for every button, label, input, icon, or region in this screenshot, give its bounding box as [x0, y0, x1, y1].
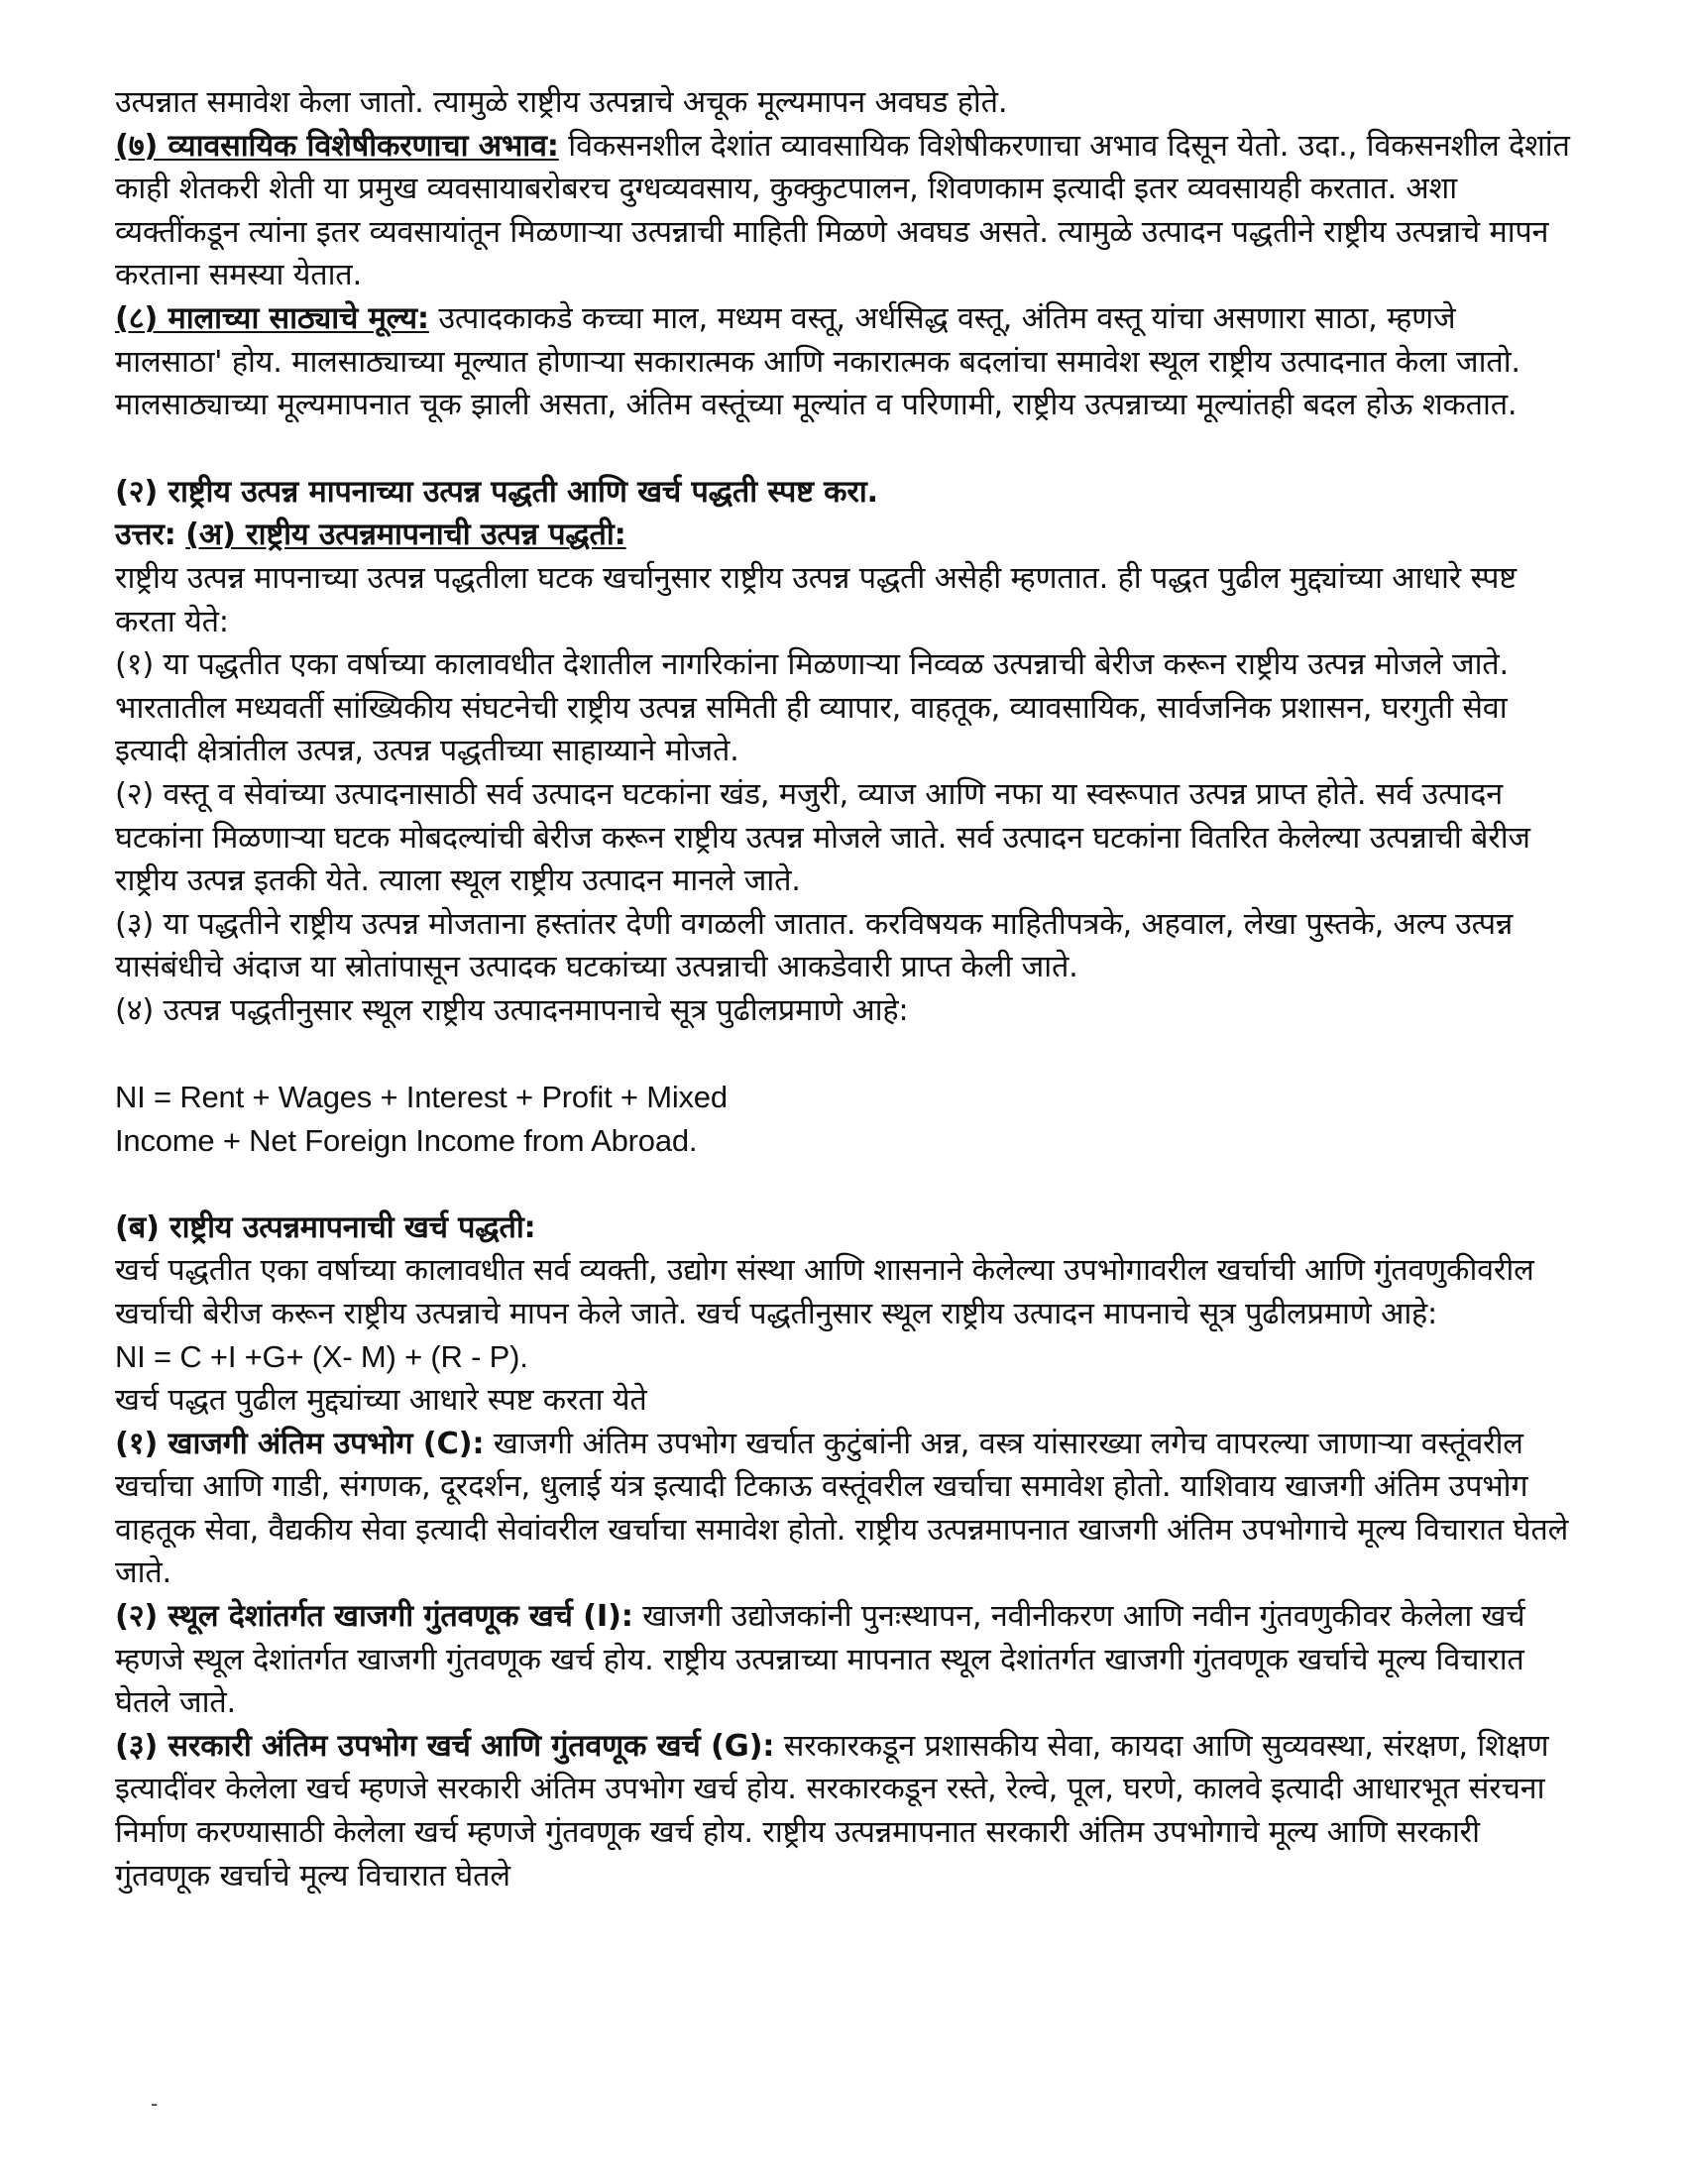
section-8-paragraph: [115, 297, 1572, 427]
income-point-3: (३) या पद्धतीने राष्ट्रीय उत्पन्न मोजताना हस्तांतर देणी वगळली जातात. करविषयक माहितीपत्रके, अहवाल, लेखा पुस्तके, अल्प उत्पन्न यासंबंधीचे अंदाज या स्रोतांपासून उत्पादक घटकांच्या उत्पन्नाची आकडेवारी प्राप्त केली जाते.: [115, 906, 1514, 985]
section-7-text: विकसनशील देशांत व्यावसायिक विशेषीकरणाचा अभाव दिसून येतो. उदा., विकसनशील देशांत काही शेतकरी शेती या प्रमुख व्यवसायाबरोबरच दुग्धव्यवसाय, कुक्कुटपालन, शिवणकाम इत्यादी इतर व्यवसायही करतात. अशा व्यक्तींकडून त्यांना इतर व्यवसायांतून मिळणाऱ्या उत्पन्नाची माहिती मिळणे अवघड असते. त्यामुळे उत्पादन पद्धतीने राष्ट्रीय उत्पन्नाचे मापन करताना समस्या येतात.: [115, 128, 1570, 293]
section-8-heading: (८) मालाच्या साठ्याचे मूल्य:: [115, 300, 429, 336]
consumption-paragraph: [115, 1423, 1572, 1595]
expenditure-intro: खर्च पद्धतीत एका वर्षाच्या कालावधीत सर्व व्यक्ती, उद्योग संस्था आणि शासनाने केलेल्या उपभोगावरील खर्चाची आणि गुंतवणुकीवरील खर्चाची बेरीज करून राष्ट्रीय उत्पन्नाचे मापन केले जाते. खर्च पद्धतीनुसार स्थूल राष्ट्रीय उत्पादन मापनाचे सूत्र पुढीलप्रमाणे आहे:: [115, 1253, 1534, 1331]
spacer: [115, 1032, 1572, 1076]
spacer: [115, 1163, 1572, 1207]
consumption-text: खाजगी अंतिम उपभोग खर्चात कुटुंबांनी अन्न, वस्त्र यांसारख्या लगेच वापरल्या जाणाऱ्या वस्तूंवरील खर्चाचा आणि गाडी, संगणक, दूरदर्शन, धुलाई यंत्र इत्यादी टिकाऊ वस्तूंवरील खर्चाचा समावेश होतो. याशिवाय खाजगी अंतिम उपभोग वाहतूक सेवा, वैद्यकीय सेवा इत्यादी सेवांवरील खर्चाचा समावेश होतो. राष्ट्रीय उत्पन्नमापनात खाजगी अंतिम उपभोगाचे मूल्य विचारात घेतले जाते.: [115, 1426, 1569, 1591]
government-text: सरकारकडून प्रशासकीय सेवा, कायदा आणि सुव्यवस्था, संरक्षण, शिक्षण इत्यादींवर केलेला खर्च म्हणजे सरकारी अंतिम उपभोग खर्च होय. सरकारकडून रस्ते, रेल्वे, पूल, घरणे, कालवे इत्यादी आधारभूत संरचना निर्माण करण्यासाठी केलेला खर्च म्हणजे गुंतवणूक खर्च होय. राष्ट्रीय उत्पन्नमापनात सरकारी अंतिम उपभोगाचे मूल्य आणि सरकारी गुंतवणूक खर्चाचे मूल्य विचारात घेतले: [115, 1728, 1549, 1894]
document-page: [115, 81, 1572, 1897]
investment-paragraph: [115, 1595, 1572, 1725]
continued-paragraph: उत्पन्नात समावेश केला जातो. त्यामुळे राष्ट्रीय उत्पन्नाचे अचूक मूल्यमापन अवघड होते.: [115, 85, 1008, 120]
expenditure-formula: NI = C +I +G+ (X- M) + (R - P).: [115, 1339, 528, 1375]
answer-heading-line: [115, 514, 1572, 557]
government-heading: (३) सरकारी अंतिम उपभोग खर्च आणि गुंतवणूक खर्च (G):: [115, 1728, 775, 1764]
consumption-heading: (१) खाजगी अंतिम उपभोग (C):: [115, 1426, 485, 1461]
government-paragraph: [115, 1725, 1572, 1897]
income-formula-line-2: Income + Net Foreign Income from Abroad.: [115, 1123, 698, 1159]
income-point-1: (१) या पद्धतीत एका वर्षाच्या कालावधीत देशातील नागरिकांना मिळणाऱ्या निव्वळ उत्पन्नाची बेरीज करून राष्ट्रीय उत्पन्न मोजले जाते. भारतातील मध्यवर्ती सांख्यिकीय संघटनेची राष्ट्रीय उत्पन्न समिती ही व्यापार, वाहतूक, व्यावसायिक, सार्वजनिक प्रशासन, घरगुती सेवा इत्यादी क्षेत्रांतील उत्पन्न, उत्पन्न पद्धतीच्या साहाय्याने मोजते.: [115, 647, 1509, 769]
investment-text: खाजगी उद्योजकांनी पुनःस्थापन, नवीनीकरण आणि नवीन गुंतवणुकीवर केलेला खर्च म्हणजे स्थूल देशांतर्गत खाजगी गुंतवणूक खर्च होय. राष्ट्रीय उत्पन्नाच्या मापनात स्थूल देशांतर्गत खाजगी गुंतवणूक खर्चाचे मूल्य विचारात घेतले जाते.: [115, 1599, 1525, 1721]
question-2: (२) राष्ट्रीय उत्पन्न मापनाच्या उत्पन्न पद्धती आणि खर्च पद्धती स्पष्ट करा.: [115, 474, 878, 510]
expenditure-method-heading: (ब) राष्ट्रीय उत्पन्नमापनाची खर्च पद्धती:: [115, 1209, 536, 1245]
footer-mark: -: [151, 2092, 159, 2116]
expenditure-lead: खर्च पद्धत पुढील मुद्द्यांच्या आधारे स्पष्ट करता येते: [115, 1383, 647, 1419]
income-point-4: (४) उत्पन्न पद्धतीनुसार स्थूल राष्ट्रीय उत्पादनमापनाचे सूत्र पुढीलप्रमाणे आहे:: [115, 992, 909, 1028]
section-7-paragraph: [115, 125, 1572, 297]
section-8-text: उत्पादकाकडे कच्चा माल, मध्यम वस्तू, अर्धसिद्ध वस्तू, अंतिम वस्तू यांचा असणारा साठा, म्हणजे मालसाठा' होय. मालसाठ्याच्या मूल्यात होणाऱ्या सकारात्मक आणि नकारात्मक बदलांचा समावेश स्थूल राष्ट्रीय उत्पादनात केला जातो. मालसाठ्याच्या मूल्यमापनात चूक झाली असता, अंतिम वस्तूंच्या मूल्यांत व परिणामी, राष्ट्रीय उत्पन्नाच्या मूल्यांतही बदल होऊ शकतात.: [115, 300, 1520, 423]
section-7-heading: (७) व्यावसायिक विशेषीकरणाचा अभाव:: [115, 128, 559, 164]
income-method-heading: (अ) राष्ट्रीय उत्पन्नमापनाची उत्पन्न पद्धती:: [185, 517, 626, 553]
income-point-2: (२) वस्तू व सेवांच्या उत्पादनासाठी सर्व उत्पादन घटकांना खंड, मजुरी, व्याज आणि नफा या स्वरूपात उत्पन्न प्राप्त होते. सर्व उत्पादन घटकांना मिळणाऱ्या घटक मोबदल्यांची बेरीज करून राष्ट्रीय उत्पन्न मोजले जाते. सर्व उत्पादन घटकांना वितरित केलेल्या उत्पन्नाची बेरीज राष्ट्रीय उत्पन्न इतकी येते. त्याला स्थूल राष्ट्रीय उत्पादन मानले जाते.: [115, 776, 1530, 899]
spacer: [115, 427, 1572, 471]
investment-heading: (२) स्थूल देशांतर्गत खाजगी गुंतवणूक खर्च (I):: [115, 1599, 633, 1634]
income-intro: राष्ट्रीय उत्पन्न मापनाच्या उत्पन्न पद्धतीला घटक खर्चानुसार राष्ट्रीय उत्पन्न पद्धती असेही म्हणतात. ही पद्धत पुढील मुद्द्यांच्या आधारे स्पष्ट करता येते:: [115, 560, 1517, 639]
income-formula-line-1: NI = Rent + Wages + Interest + Profit + Mixed: [115, 1080, 728, 1115]
answer-label: उत्तर:: [115, 517, 176, 553]
